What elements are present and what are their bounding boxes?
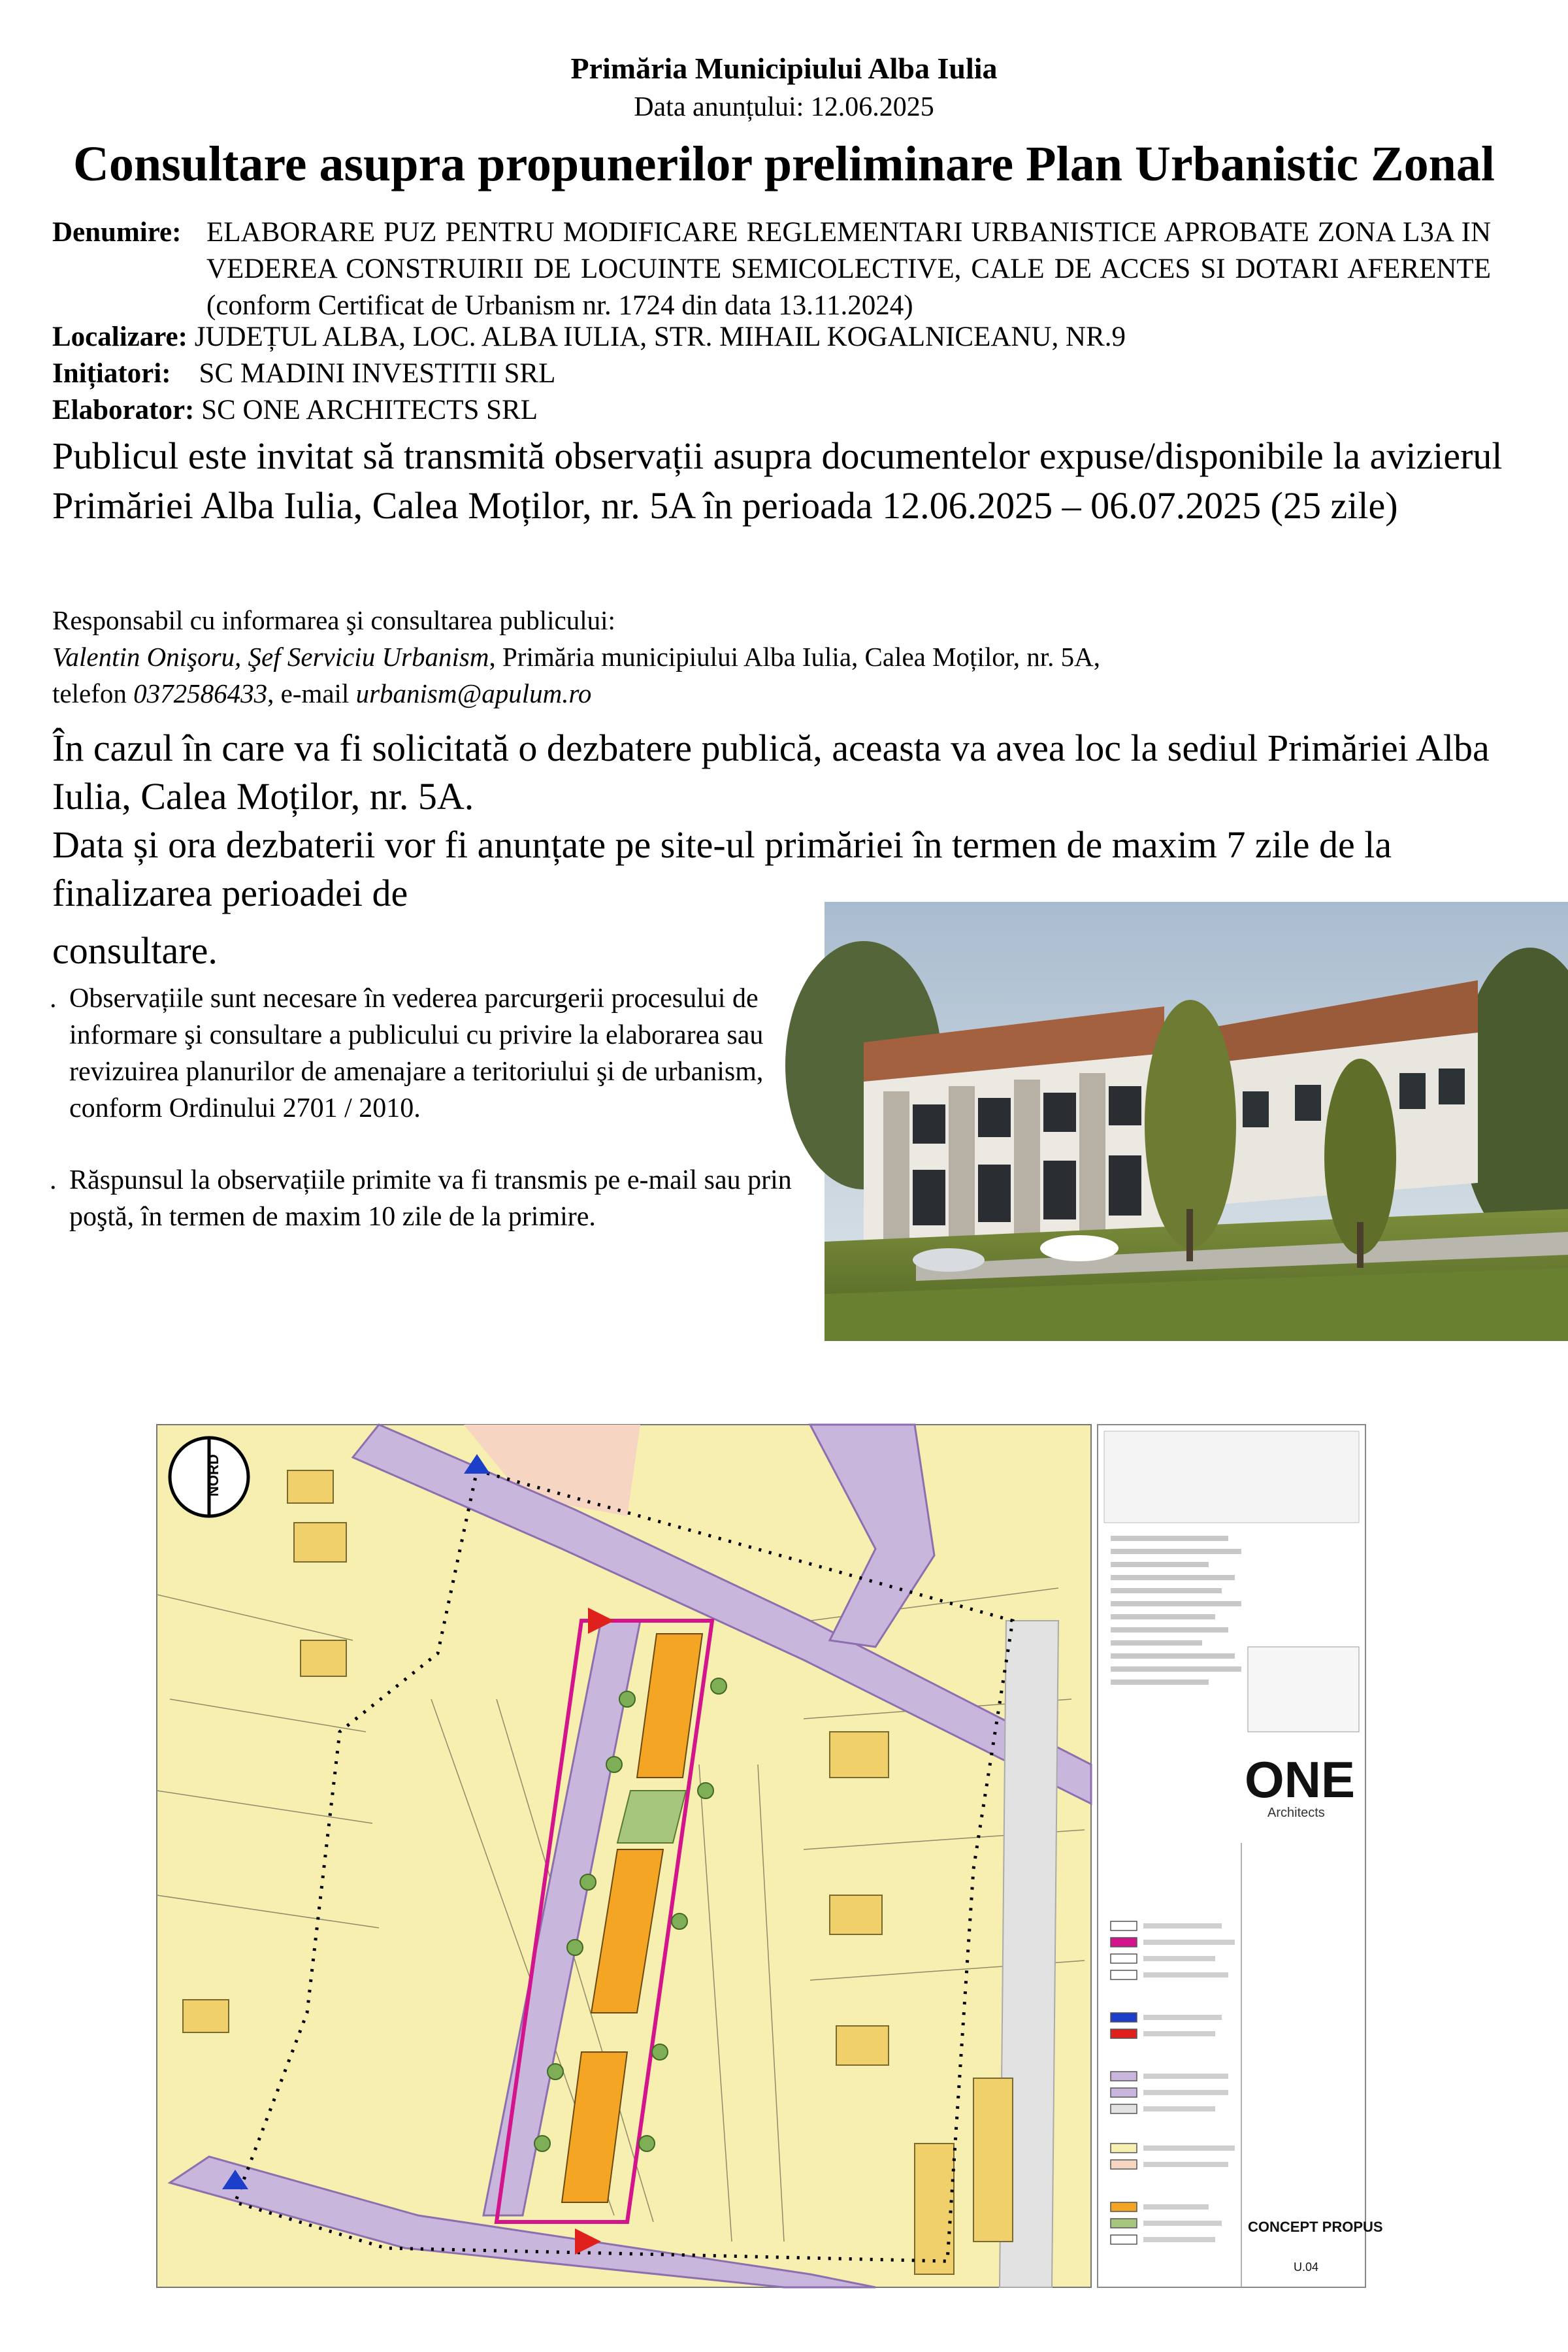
- responsible-name: Valentin Onişoru, Şef Serviciu Urbanism: [52, 642, 489, 672]
- bullet-mark: .: [50, 1165, 57, 1195]
- urban-plan-drawing: [157, 1425, 1383, 2287]
- email-label: , e-mail: [267, 678, 356, 708]
- responsible-phone-email: [52, 678, 591, 709]
- field-localizare-label: Localizare:: [52, 322, 188, 352]
- denumire-text: ELABORARE PUZ PENTRU MODIFICARE REGLEMENTARI URBANISTICE APROBATE ZONA L3A IN VEDEREA CONSTRUIRII DE LOCUINTE SEMICOLECTIVE, CALE DE ACCES SI DOTARI AFERENTE: [206, 217, 1491, 284]
- list-item-text: Răspunsul la observațiile primite va fi transmis pe e-mail sau prin poştă, în termen de maxim 10 zile de la primire.: [69, 1165, 792, 1232]
- sheet-code: U.04: [1294, 2261, 1319, 2274]
- field-localizare: [52, 319, 1490, 356]
- building-rendering: [825, 902, 1568, 1341]
- page-title: Consultare asupra propunerilor preliminare Plan Urbanistic Zonal: [73, 137, 1495, 191]
- responsible-address: , Primăria municipiului Alba Iulia, Calea Moților, nr. 5A,: [489, 642, 1100, 672]
- field-localizare-value: JUDEȚUL ALBA, LOC. ALBA IULIA, STR. MIHAIL KOGALNICEANU, NR.9: [187, 322, 1126, 352]
- debate-date-paragraph: Data și ora dezbaterii vor fi anunțate pe site-ul primăriei în termen de maxim 7 zile de la finalizarea perioadei de: [52, 823, 1392, 914]
- architect-logo: ONE: [1245, 1751, 1356, 1808]
- phone-number: 0372586433: [133, 678, 268, 708]
- responsible-contact: [52, 641, 1100, 672]
- bullet-mark: .: [50, 984, 57, 1014]
- field-denumire-label: Denumire:: [52, 217, 182, 248]
- denumire-note: (conform Certificat de Urbanism nr. 1724 din data 13.11.2024): [206, 290, 913, 321]
- list-item-text: Observațiile sunt necesare în vederea parcurgerii procesului de informare şi consultare a publicului cu privire la elaborarea sau revizuirea planurilor de amenajare a teritoriului şi de urbanism, conform Ordinului 2701 / 2010.: [69, 984, 764, 1123]
- responsible-title: Responsabil cu informarea şi consultarea publicului:: [52, 605, 615, 635]
- field-denumire-value: [206, 214, 1491, 324]
- phone-label: telefon: [52, 678, 134, 708]
- institution-name: Primăria Municipiului Alba Iulia: [570, 52, 998, 85]
- field-elaborator: [52, 392, 1490, 429]
- north-label: NORD: [205, 1454, 221, 1497]
- debate-paragraph: În cazul în care va fi solicitată o dezbatere publică, aceasta va avea loc la sediul Primăriei Alba Iulia, Calea Moților, nr. 5A.: [52, 727, 1490, 818]
- field-initiatori: [52, 356, 1490, 392]
- field-elaborator-label: Elaborator:: [52, 395, 195, 425]
- field-initiatori-value: SC MADINI INVESTITII SRL: [171, 358, 556, 389]
- debate-date-ending: consultare.: [52, 929, 218, 972]
- announcement-date: Data anunțului: 12.06.2025: [634, 92, 934, 122]
- email-address: urbanism@apulum.ro: [355, 678, 592, 708]
- field-elaborator-value: SC ONE ARCHITECTS SRL: [194, 395, 538, 425]
- public-invitation: Publicul este invitat să transmită observații asupra documentelor expuse/disponibile la avizierul Primăriei Alba Iulia, Calea Moților, nr. 5A în perioada 12.06.2025 – 06.07.2025 (25 zile): [52, 435, 1503, 527]
- sheet-title: CONCEPT PROPUS: [1248, 2219, 1383, 2235]
- field-initiatori-label: Inițiatori:: [52, 358, 171, 389]
- architect-logo-sub: Architects: [1267, 1806, 1325, 1820]
